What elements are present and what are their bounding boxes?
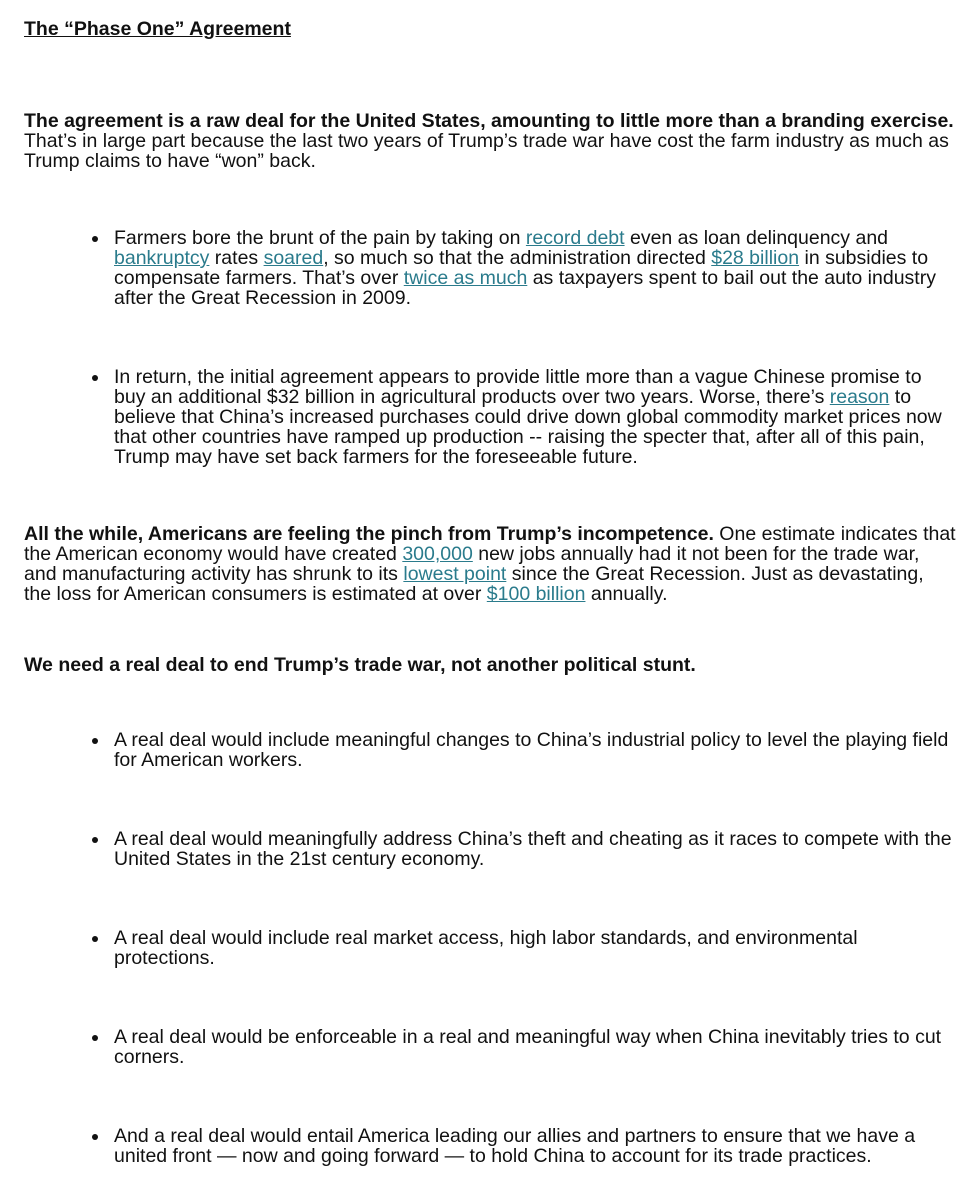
document: [24, 18, 956, 1166]
link-soared[interactable]: soared: [263, 247, 324, 269]
list-item: A real deal would meaningfully address China’s theft and cheating as it races to compete with the United States in the 21st century economy.: [24, 829, 956, 869]
impact-lead: All the while, Americans are feeling the pinch from Trump’s incompetence.: [24, 523, 714, 545]
intro-paragraph: [24, 111, 956, 171]
text-segment: Farmers bore the brunt of the pain by taking on: [114, 227, 526, 249]
farm-impact-list: [24, 228, 956, 467]
text-segment: as taxpayers spent to bail out the auto industry after the Great Recession in 2009.: [114, 267, 936, 309]
text-segment: new jobs annually had it not been for the trade war, and manufacturing activity has shrunk to its: [24, 543, 920, 585]
text-segment: rates: [209, 247, 264, 269]
link-300000[interactable]: 300,000: [402, 543, 473, 565]
link-twice-as-much[interactable]: twice as much: [403, 267, 528, 289]
real-deal-heading: We need a real deal to end Trump’s trade war, not another political stunt.: [24, 654, 696, 676]
list-item: And a real deal would entail America leading our allies and partners to ensure that we have a united front — now and going forward — to hold China to account for its trade practices.: [24, 1126, 956, 1166]
list-item: A real deal would include meaningful changes to China’s industrial policy to level the playing field for American workers.: [24, 730, 956, 770]
text-segment: In return, the initial agreement appears to provide little more than a vague Chinese promise to buy an additional $32 billion in agricultural products over two years. Worse, there’s: [114, 366, 922, 408]
text-segment: to believe that China’s increased purchases could drive down global commodity market prices now that other countries have ramped up production -- raising the specter that, after all of this pain, Trump may have set back farmers for the foreseeable future.: [114, 386, 942, 468]
link-100-billion[interactable]: $100 billion: [486, 583, 586, 605]
link-record-debt[interactable]: record debt: [525, 227, 625, 249]
text-segment: since the Great Recession. Just as devastating, the loss for American consumers is estimated at over: [24, 563, 924, 605]
list-item: [24, 228, 956, 308]
impact-paragraph: [24, 524, 956, 604]
list-item: A real deal would be enforceable in a real and meaningful way when China inevitably tries to cut corners.: [24, 1027, 956, 1067]
link-reason[interactable]: reason: [829, 386, 890, 408]
link-lowest-point[interactable]: lowest point: [403, 563, 507, 585]
link-bankruptcy[interactable]: bankruptcy: [114, 247, 210, 269]
text-segment: One estimate indicates that the American economy would have created: [24, 523, 956, 565]
list-item: A real deal would include real market access, high labor standards, and environmental protections.: [24, 928, 956, 968]
text-segment: , so much so that the administration directed: [323, 247, 712, 269]
link-28-billion[interactable]: $28 billion: [711, 247, 800, 269]
real-deal-list: [24, 730, 956, 1166]
intro-lead: The agreement is a raw deal for the United States, amounting to little more than a branding exercise.: [24, 110, 954, 132]
intro-text: That’s in large part because the last two years of Trump’s trade war have cost the farm industry as much as Trump claims to have “won” back.: [24, 130, 949, 172]
document-title: The “Phase One” Agreement: [24, 18, 291, 40]
text-segment: in subsidies to compensate farmers. That’s over: [114, 247, 929, 289]
list-item: [24, 367, 956, 467]
text-segment: annually.: [585, 583, 668, 605]
text-segment: even as loan delinquency and: [624, 227, 889, 249]
